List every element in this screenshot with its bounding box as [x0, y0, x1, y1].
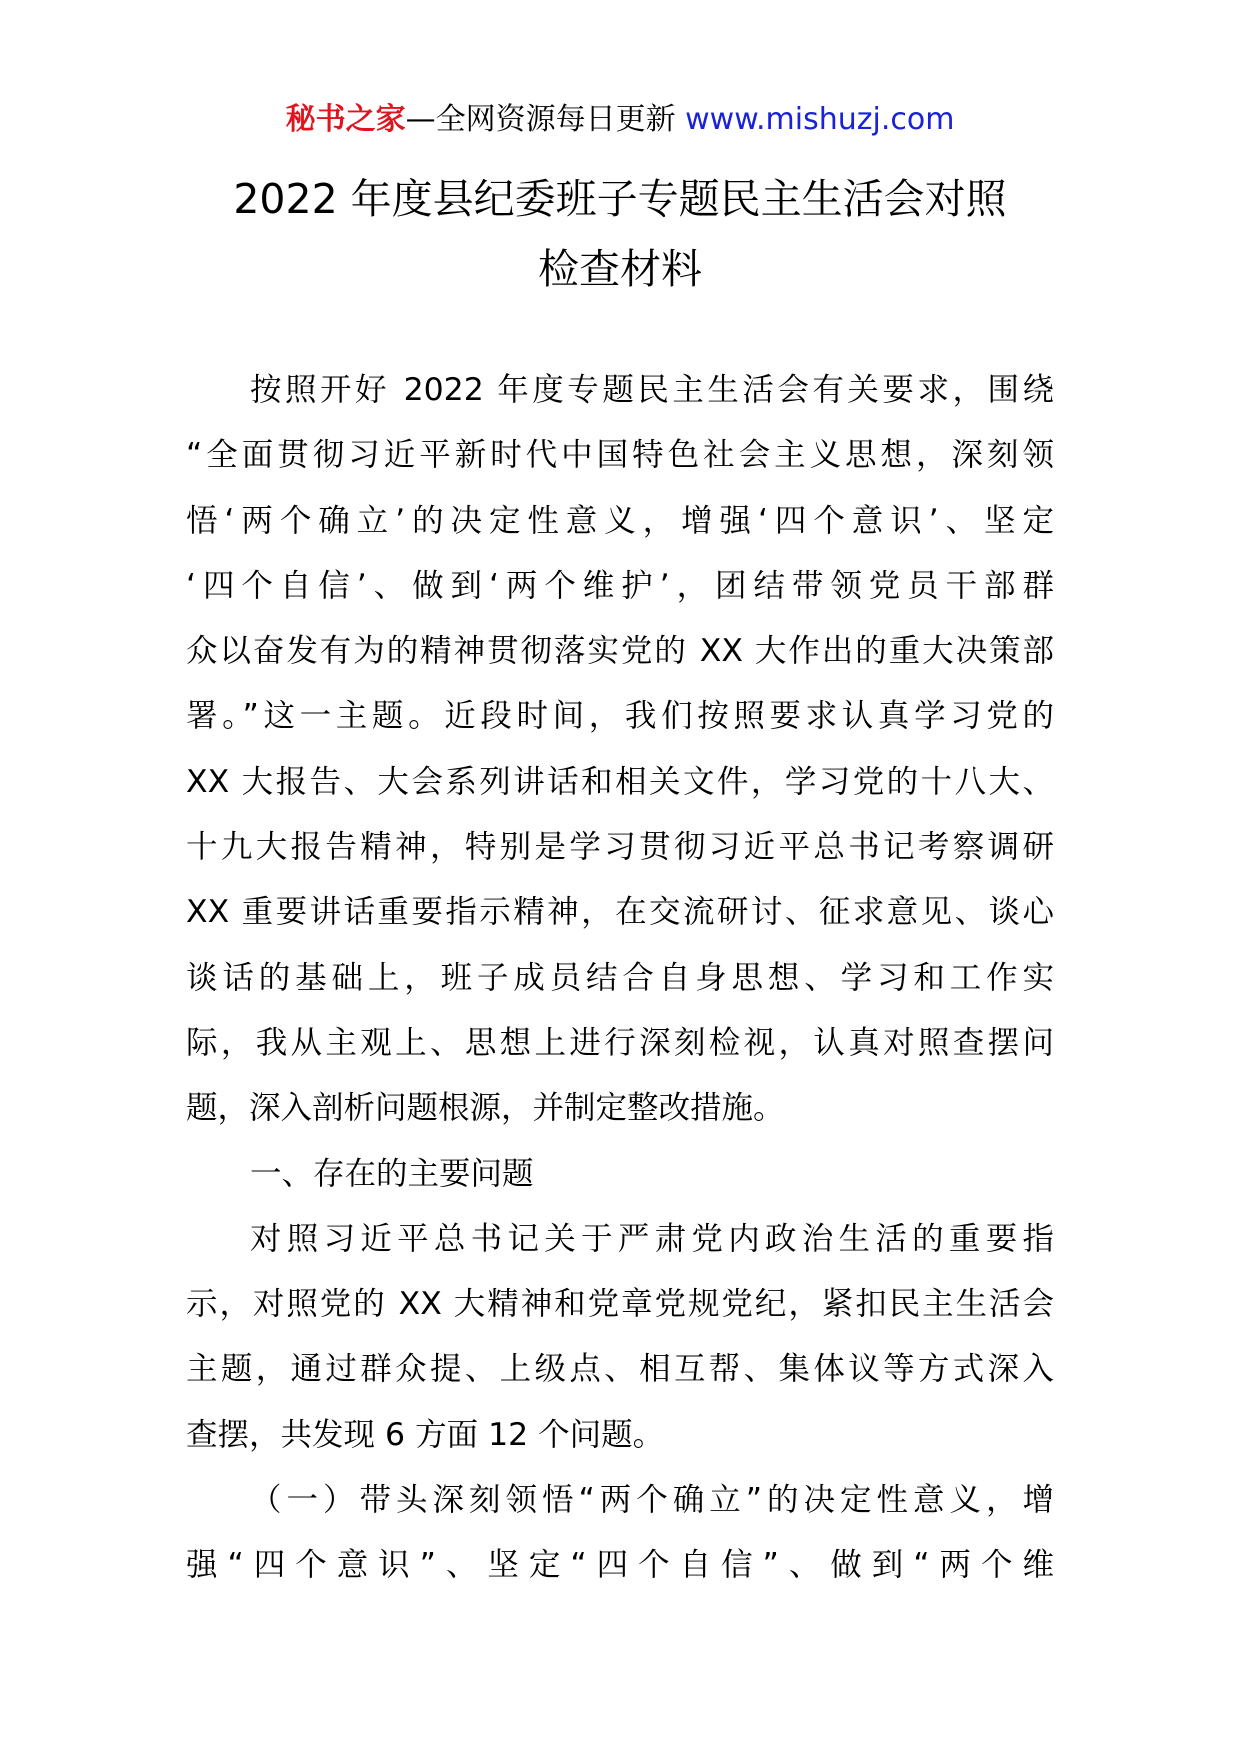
body-line: 题，深入剖析问题根源，并制定整改措施。 — [186, 1090, 785, 1127]
watermark-header — [0, 100, 1240, 140]
body-line: 际，我从主观上、思想上进行深刻检视，认真对照查摆问 — [186, 1024, 1054, 1061]
subsection-heading: （一）带头深刻领悟“两个确立”的决定性意义，增 — [250, 1482, 1054, 1519]
body-line: 十九大报告精神，特别是学习贯彻习近平总书记考察调研 — [186, 829, 1054, 866]
document-title — [170, 164, 1070, 304]
body-line: 按照开好 2022 年度专题民主生活会有关要求，围绕 — [250, 372, 1054, 408]
header-tagline: —全网资源每日更新 — [405, 102, 676, 137]
brand-name: 秘书之家 — [285, 102, 406, 137]
body-line: 强“四个意识”、坚定“四个自信”、做到“两个维 — [186, 1547, 1054, 1584]
body-line: XX 大报告、大会系列讲话和相关文件，学习党的十八大、 — [186, 763, 1054, 800]
body-line: ‘四个自信’、做到‘两个维护’，团结带领党员干部群 — [186, 567, 1054, 604]
site-url-link[interactable]: www.mishuzj.com — [685, 102, 955, 137]
body-line: 查摆，共发现 6 方面 12 个问题。 — [186, 1416, 665, 1453]
title-line-2: 检查材料 — [538, 245, 702, 293]
section-heading: 一、存在的主要问题 — [250, 1155, 534, 1192]
body-line: 众以奋发有为的精神贯彻落实党的 XX 大作出的重大决策部 — [186, 633, 1054, 670]
body-line: 悟‘两个确立’的决定性意义，增强‘四个意识’、坚定 — [186, 502, 1054, 539]
document-body — [186, 358, 1054, 1599]
body-line: XX 重要讲话重要指示精神，在交流研讨、征求意见、谈心 — [186, 894, 1054, 931]
body-line: 主题，通过群众提、上级点、相互帮、集体议等方式深入 — [186, 1351, 1054, 1388]
body-line: 谈话的基础上，班子成员结合自身思想、学习和工作实 — [186, 959, 1054, 996]
body-line: 署。”这一主题。近段时间，我们按照要求认真学习党的 — [186, 698, 1054, 735]
body-line: 示，对照党的 XX 大精神和党章党规党纪，紧扣民主生活会 — [186, 1286, 1054, 1323]
title-line-1: 2022 年度县纪委班子专题民主生活会对照 — [233, 175, 1007, 223]
body-line: 对照习近平总书记关于严肃党内政治生活的重要指 — [250, 1220, 1054, 1257]
body-line: “全面贯彻习近平新时代中国特色社会主义思想，深刻领 — [186, 437, 1054, 474]
